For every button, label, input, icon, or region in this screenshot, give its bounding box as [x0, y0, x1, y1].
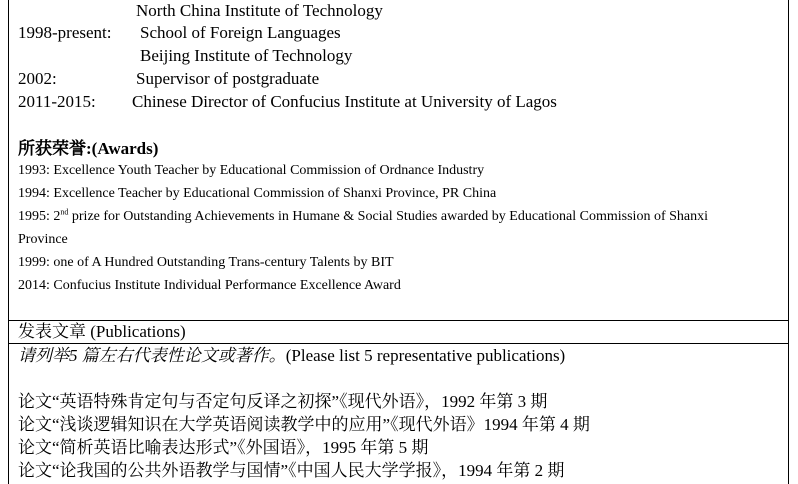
career-period-2011: 2011-2015:	[18, 92, 96, 111]
career-period-1998: 1998-present:	[18, 23, 112, 42]
award-item-2014: 2014: Confucius Institute Individual Performance Excellence Award	[18, 278, 401, 293]
publication-item-4: 论文“论我国的公共外语教学与国情”《中国人民大学学报》，1994 年第 2 期	[18, 461, 565, 480]
publications-instruction-cn: 请列举5 篇左右代表性论文或著作。	[18, 346, 286, 365]
publication-item-3: 论文“简析英语比喻表达形式”《外国语》，1995 年第 5 期	[18, 438, 429, 457]
publications-instruction	[18, 345, 565, 367]
award-item-1995-continuation: Province	[18, 232, 68, 247]
section-divider-bottom	[8, 343, 789, 344]
publication-item-2: 论文“浅谈逻辑知识在大学英语阅读教学中的应用”《现代外语》1994 年第 4 期	[18, 415, 590, 434]
career-line-institute: North China Institute of Technology	[136, 1, 383, 20]
career-period-2002: 2002:	[18, 69, 57, 88]
publications-heading: 发表文章 (Publications)	[18, 322, 186, 341]
award-item-1999: 1999: one of A Hundred Outstanding Trans-century Talents by BIT	[18, 255, 394, 270]
award-item-1993: 1993: Excellence Youth Teacher by Educational Commission of Ordnance Industry	[18, 163, 485, 178]
career-entry-1998-line2: Beijing Institute of Technology	[140, 46, 353, 65]
award-item-1995-superscript: nd	[60, 207, 69, 217]
publications-instruction-en: (Please list 5 representative publications)	[285, 346, 566, 365]
publication-item-1: 论文“英语特殊肯定句与否定句反译之初探”《现代外语》，1992 年第 3 期	[18, 392, 548, 411]
career-entry-1998-line1: School of Foreign Languages	[140, 23, 341, 42]
award-item-1995-prefix: 1995: 2	[18, 209, 61, 224]
award-item-1994: 1994: Excellence Teacher by Educational Commission of Shanxi Province, PR China	[18, 186, 497, 201]
award-item-1995	[18, 207, 708, 227]
career-entry-2002: Supervisor of postgraduate	[136, 69, 320, 88]
award-item-1995-text: prize for Outstanding Achievements in Humane & Social Studies awarded by Educational Commission of Shanxi	[68, 209, 708, 224]
awards-heading: 所获荣誉:(Awards)	[18, 139, 159, 158]
career-entry-2011: Chinese Director of Confucius Institute at University of Lagos	[132, 92, 557, 111]
